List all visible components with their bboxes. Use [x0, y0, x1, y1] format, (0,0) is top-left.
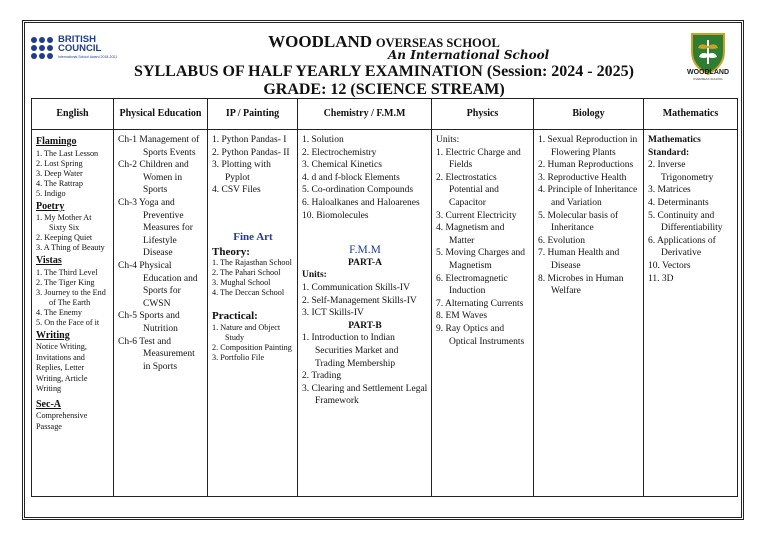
- school-name: WOODLAND OVERSEAS SCHOOL: [268, 32, 500, 51]
- practical-title: Practical:: [212, 310, 258, 323]
- list-item: 2. The Tiger King: [36, 277, 95, 287]
- list-item: 9. Ray Optics and Optical Instruments: [436, 323, 525, 347]
- list-item: 2. The Pahari School: [212, 268, 281, 278]
- list-item: 3. Deep Water: [36, 168, 83, 178]
- pe-list: [118, 134, 204, 373]
- list-item: 2. Electrochemistry: [302, 147, 377, 158]
- list-item: 4. Magnetism and Matter: [436, 223, 505, 246]
- maths-cell: [644, 130, 738, 497]
- maths-list: [648, 159, 734, 285]
- list-item: Ch-6 Test and Measurement in Sports: [118, 336, 195, 372]
- col-header-pe: Physical Education: [114, 99, 208, 130]
- list-item: 1. Solution: [302, 135, 344, 145]
- part-a-title: PART-A: [348, 257, 382, 268]
- seca-title: Sec-A: [36, 398, 61, 410]
- grade-title: GRADE: 12 (SCIENCE STREAM): [263, 81, 505, 98]
- list-item: 1. Electric Charge and Fields: [436, 147, 521, 171]
- list-item: 7. Human Health and Disease: [538, 248, 620, 271]
- list-item: 4. Determinants: [648, 197, 709, 208]
- writing-title: Writing: [36, 329, 70, 341]
- list-item: 4. CSV Files: [212, 185, 261, 196]
- maths-standard-title: Standard:: [648, 147, 690, 158]
- list-item: 2. Keeping Quiet: [36, 233, 93, 243]
- list-item: 3. ICT Skills-IV: [302, 308, 364, 319]
- list-item: 3. Reproductive Health: [538, 172, 627, 183]
- list-item: Ch-5 Sports and Nutrition: [118, 311, 180, 334]
- col-header-english: English: [32, 99, 114, 130]
- list-item: Ch-1 Management of Sports Events: [118, 135, 200, 158]
- biology-list: [538, 134, 640, 298]
- flamingo-list: [36, 149, 110, 199]
- maths-title: Mathematics: [648, 135, 701, 145]
- ip-cell: [208, 130, 298, 497]
- physics-list: [436, 147, 530, 349]
- list-item: 3. Clearing and Settlement Legal Framework: [302, 383, 428, 407]
- woodland-logo-sub: OVERSEAS SCHOOL: [692, 77, 723, 81]
- chem-list: [302, 134, 428, 222]
- list-item: 2. Electrostatics Potential and Capacitor: [436, 172, 499, 208]
- poetry-list: [36, 213, 110, 253]
- vistas-list: [36, 268, 110, 328]
- list-item: 5. Molecular basis of Inheritance: [538, 210, 619, 234]
- chem-cell: [298, 130, 432, 497]
- list-item: 5. Continuity and Differentiability: [648, 210, 723, 234]
- english-cell: [32, 130, 114, 497]
- list-item: 3. A Thing of Beauty: [36, 243, 105, 253]
- list-item: 3. Chemical Kinetics: [302, 160, 382, 171]
- pe-cell: [114, 130, 208, 497]
- list-item: 3. Plotting with Pyplot: [212, 160, 271, 183]
- list-item: 4. The Rattrap: [36, 178, 83, 188]
- woodland-logo-name: WOODLAND: [687, 69, 729, 76]
- school-tagline: An International School: [388, 48, 550, 62]
- col-header-ip: IP / Painting: [208, 99, 298, 130]
- list-item: 4. d and f-block Elements: [302, 172, 400, 183]
- british-council-award: International School Award 2018-2021: [58, 55, 118, 59]
- list-item: 2. Trading: [302, 371, 342, 382]
- physics-cell: [432, 130, 534, 497]
- col-header-physics: Physics: [432, 99, 534, 130]
- theory-title: Theory:: [212, 245, 250, 258]
- list-item: 4. Principle of Inheritance and Variation: [538, 185, 638, 208]
- list-item: 11. 3D: [648, 273, 674, 284]
- poetry-title: Poetry: [36, 200, 65, 212]
- list-item: 6. Electromagnetic Induction: [436, 273, 508, 297]
- syllabus-table: [31, 98, 738, 497]
- col-header-chem: Chemistry / F.M.M: [298, 99, 432, 130]
- part-b-title: PART-B: [348, 320, 382, 331]
- list-item: 1. Introduction to Indian Securities Market and Trading Membership: [302, 333, 399, 369]
- list-item: 10. Biomolecules: [302, 210, 369, 221]
- list-item: 3. Journey to the End of The Earth: [36, 287, 106, 307]
- list-item: 1. The Rajasthan School: [212, 258, 292, 268]
- fine-art-title: Fine Art: [233, 230, 273, 243]
- biology-cell: [534, 130, 644, 497]
- list-item: Ch-4 Physical Education and Sports for CWSN: [118, 260, 198, 309]
- writing-text: Notice Writing, Invitations and Replies, Letter Writing, Article Writing: [36, 342, 88, 394]
- fmm-title: F.M.M: [349, 244, 381, 257]
- list-item: 4. The Deccan School: [212, 288, 285, 298]
- list-item: 5. Moving Charges and Magnetism: [436, 248, 526, 271]
- list-item: 5. Indigo: [36, 188, 66, 198]
- units-title: Units:: [302, 270, 327, 281]
- list-item: 1. Python Pandas- I: [212, 135, 287, 145]
- fmm-units-list: [302, 282, 428, 320]
- list-item: 1. The Last Lesson: [36, 148, 99, 158]
- list-item: 3. Portfolio File: [212, 352, 265, 362]
- list-item: 10. Vectors: [648, 260, 691, 271]
- table-header-row: [32, 99, 738, 130]
- list-item: Ch-2 Children and Women in Sports: [118, 160, 189, 196]
- list-item: 2. Inverse Trigonometry: [648, 160, 714, 183]
- list-item: 1. Nature and Object Study: [212, 322, 281, 342]
- seca-text: Comprehensive Passage: [36, 411, 88, 431]
- list-item: 8. EM Waves: [436, 311, 488, 322]
- list-item: 5. Co-ordination Compounds: [302, 185, 414, 196]
- practical-list: [212, 323, 294, 363]
- list-item: 2. Human Reproductions: [538, 160, 634, 171]
- physics-units-title: Units:: [436, 135, 460, 145]
- list-item: 7. Alternating Currents: [436, 298, 524, 309]
- part-b-list: [302, 332, 428, 408]
- list-item: 2. Lost Spring: [36, 158, 83, 168]
- col-header-maths: Mathematics: [644, 99, 738, 130]
- list-item: 1. The Third Level: [36, 267, 98, 277]
- table-body-row: [32, 130, 738, 497]
- list-item: 4. The Enemy: [36, 307, 83, 317]
- page-title: SYLLABUS OF HALF YEARLY EXAMINATION (Session: 2024 - 2025): [134, 63, 634, 80]
- list-item: 1. Communication Skills-IV: [302, 282, 410, 293]
- list-item: 2. Python Pandas- II: [212, 147, 290, 158]
- ip-list: [212, 134, 294, 197]
- list-item: 6. Evolution: [538, 235, 585, 246]
- list-item: 3. Matrices: [648, 185, 691, 196]
- list-item: 1. My Mother At Sixty Six: [36, 213, 92, 233]
- list-item: 5. On the Face of it: [36, 317, 100, 327]
- theory-list: [212, 258, 294, 298]
- list-item: 1. Sexual Reproduction in Flowering Plants: [538, 135, 638, 158]
- list-item: 2. Composition Painting: [212, 342, 292, 352]
- list-item: 3. Current Electricity: [436, 210, 517, 221]
- list-item: 8. Microbes in Human Welfare: [538, 273, 624, 297]
- list-item: 2. Self-Management Skills-IV: [302, 295, 417, 306]
- vistas-title: Vistas: [36, 255, 62, 267]
- list-item: 6. Haloalkanes and Haloarenes: [302, 197, 420, 208]
- list-item: 3. Mughal School: [212, 278, 271, 288]
- list-item: 6. Applications of Derivative: [648, 235, 716, 259]
- flamingo-title: Flamingo: [36, 136, 77, 147]
- british-council-name: BRITISH COUNCIL: [58, 34, 102, 54]
- list-item: Ch-3 Yoga and Preventive Measures for Lifestyle Disease: [118, 197, 193, 259]
- col-header-biology: Biology: [534, 99, 644, 130]
